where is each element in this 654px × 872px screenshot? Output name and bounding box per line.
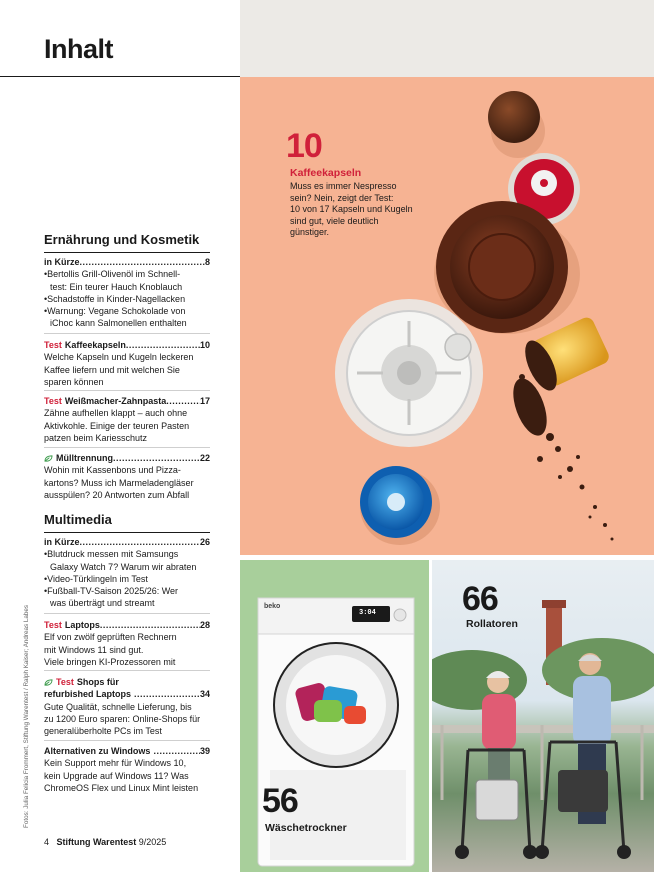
- coffee-ball: [488, 91, 540, 143]
- bullet-item-cont: iChoc kann Salmonellen enthalten: [50, 318, 187, 329]
- bullet-item: •Blutdruck messen mit Samsungs: [44, 549, 179, 560]
- feature-number-coffee: 10: [286, 127, 322, 165]
- leaf-icon: [44, 679, 53, 686]
- photo-credit: Fotos: Julia Felicia Frommert, Stiftung Warentest / Ralph Kaiser; Andreas Labes: [23, 604, 30, 828]
- bullet-item-cont: was überträgt und streamt: [50, 598, 155, 609]
- bullet-item: •Schadstoffe in Kinder-Nagellacken: [44, 293, 186, 304]
- divider: [44, 390, 210, 391]
- bullet-item: •Video-Türklingeln im Test: [44, 573, 148, 584]
- dryer-panel[interactable]: [240, 560, 429, 872]
- coffee-capsules-panel[interactable]: [240, 77, 654, 555]
- test-tag: Test: [56, 677, 74, 687]
- toc-entry-muelltrennung[interactable]: Mülltrennung ..... 22 Wohin mit Kassenbons und Pizza- kartons? Muss ich Marmeladengläser ausspülen? 20 Antworten zum Abfall: [44, 452, 210, 501]
- bullet-item-cont: Galaxy Watch 7? Warum wir abraten: [50, 561, 197, 572]
- test-tag: Test: [44, 396, 62, 406]
- page-footer: [44, 837, 166, 847]
- header-grey-block: [240, 0, 654, 77]
- section-rule: [44, 532, 210, 533]
- bullet-item: •Warnung: Vegane Schokolade von: [44, 306, 186, 317]
- magazine-name: Stiftung Warentest: [56, 837, 137, 847]
- feature-number-rollator: 66: [462, 580, 498, 618]
- divider: [44, 740, 210, 741]
- divider: [44, 613, 210, 614]
- section-heading-multimedia: Multimedia: [44, 512, 112, 527]
- toc-entry-laptops[interactable]: Test Laptops ..... 28 Elf von zwölf geprüften Rechnern mit Windows 11 sind gut. Viele bringen KI-Prozessoren mit: [44, 619, 210, 668]
- page-title: Inhalt: [44, 34, 113, 64]
- title-rule: [0, 76, 240, 77]
- feature-desc-coffee: Muss es immer Nespresso sein? Nein, zeigt der Test: 10 von 17 Kapseln und Kugeln sind gut, viele deutlich günstiger.: [290, 181, 413, 238]
- leaf-icon: [44, 455, 53, 462]
- section-heading-nutrition: Ernährung und Kosmetik: [44, 232, 200, 247]
- dryer-display-readout: 3:04: [359, 609, 376, 617]
- bullet-item: •Fußball-TV-Saison 2025/26: Wer: [44, 586, 179, 597]
- issue-number: 9/2025: [138, 837, 167, 847]
- test-tag: Test: [44, 340, 62, 350]
- feature-title-dryer: Wäschetrockner: [265, 822, 347, 834]
- toc-entry-zahnpasta[interactable]: Test Weißmacher-Zahnpasta ..... 17 Zähne aufhellen klappt – auch ohne Aktivkohle. Einige der teuren Pasten patzen beim Kariesschutz: [44, 395, 210, 444]
- bullet-item: •Bertollis Grill-Olivenöl im Schnell-: [44, 269, 181, 280]
- toc-entry-kaffeekapseln[interactable]: Test Kaffeekapseln ..... 10 Welche Kapseln und Kugeln leckeren Kaffee liefern und mit welchen Sie sparen können: [44, 339, 210, 388]
- feature-number-dryer: 56: [262, 782, 298, 820]
- divider: [44, 670, 210, 671]
- rollator-panel[interactable]: [432, 560, 654, 872]
- divider: [44, 447, 210, 448]
- divider: [44, 333, 210, 334]
- toc-entry-in-kuerze-8[interactable]: in Kürze ..... 8 •Bertollis Grill-Olivenöl im Schnell- test: Ein teurer Hauch Knoblauch •Schadstoffe in Kinder-Nagellacken •Warnung: Vegane Schokolade von iChoc kann Salmonellen enthalten: [44, 256, 210, 330]
- bullet-item-cont: test: Ein teurer Hauch Knoblauch: [50, 281, 183, 292]
- brand-logo: beko: [264, 603, 281, 610]
- section-rule: [44, 252, 210, 253]
- page-number: 4: [44, 837, 50, 847]
- feature-title-coffee: Kaffeekapseln: [290, 167, 362, 179]
- toc-entry-in-kuerze-26[interactable]: in Kürze ..... 26 •Blutdruck messen mit Samsungs Galaxy Watch 7? Warum wir abraten •Video-Türklingeln im Test •Fußball-TV-Saison 2025/26: Wer was überträgt und streamt: [44, 536, 210, 610]
- feature-title-rollator: Rollatoren: [466, 618, 518, 630]
- test-tag: Test: [44, 620, 62, 630]
- toc-entry-refurbished[interactable]: Test Shops für refurbished Laptops ..... 34 Gute Qualität, schnelle Lieferung, bis zu 1200 Euro sparen: Online-Shops für generalüberholte PCs im Test: [44, 676, 210, 737]
- toc-entry-windows-alternativen[interactable]: Alternativen zu Windows ..... 39 Kein Support mehr für Windows 10, kein Upgrade auf Windows 11? Was ChromeOS Flex und Linux Mint leisten: [44, 745, 210, 794]
